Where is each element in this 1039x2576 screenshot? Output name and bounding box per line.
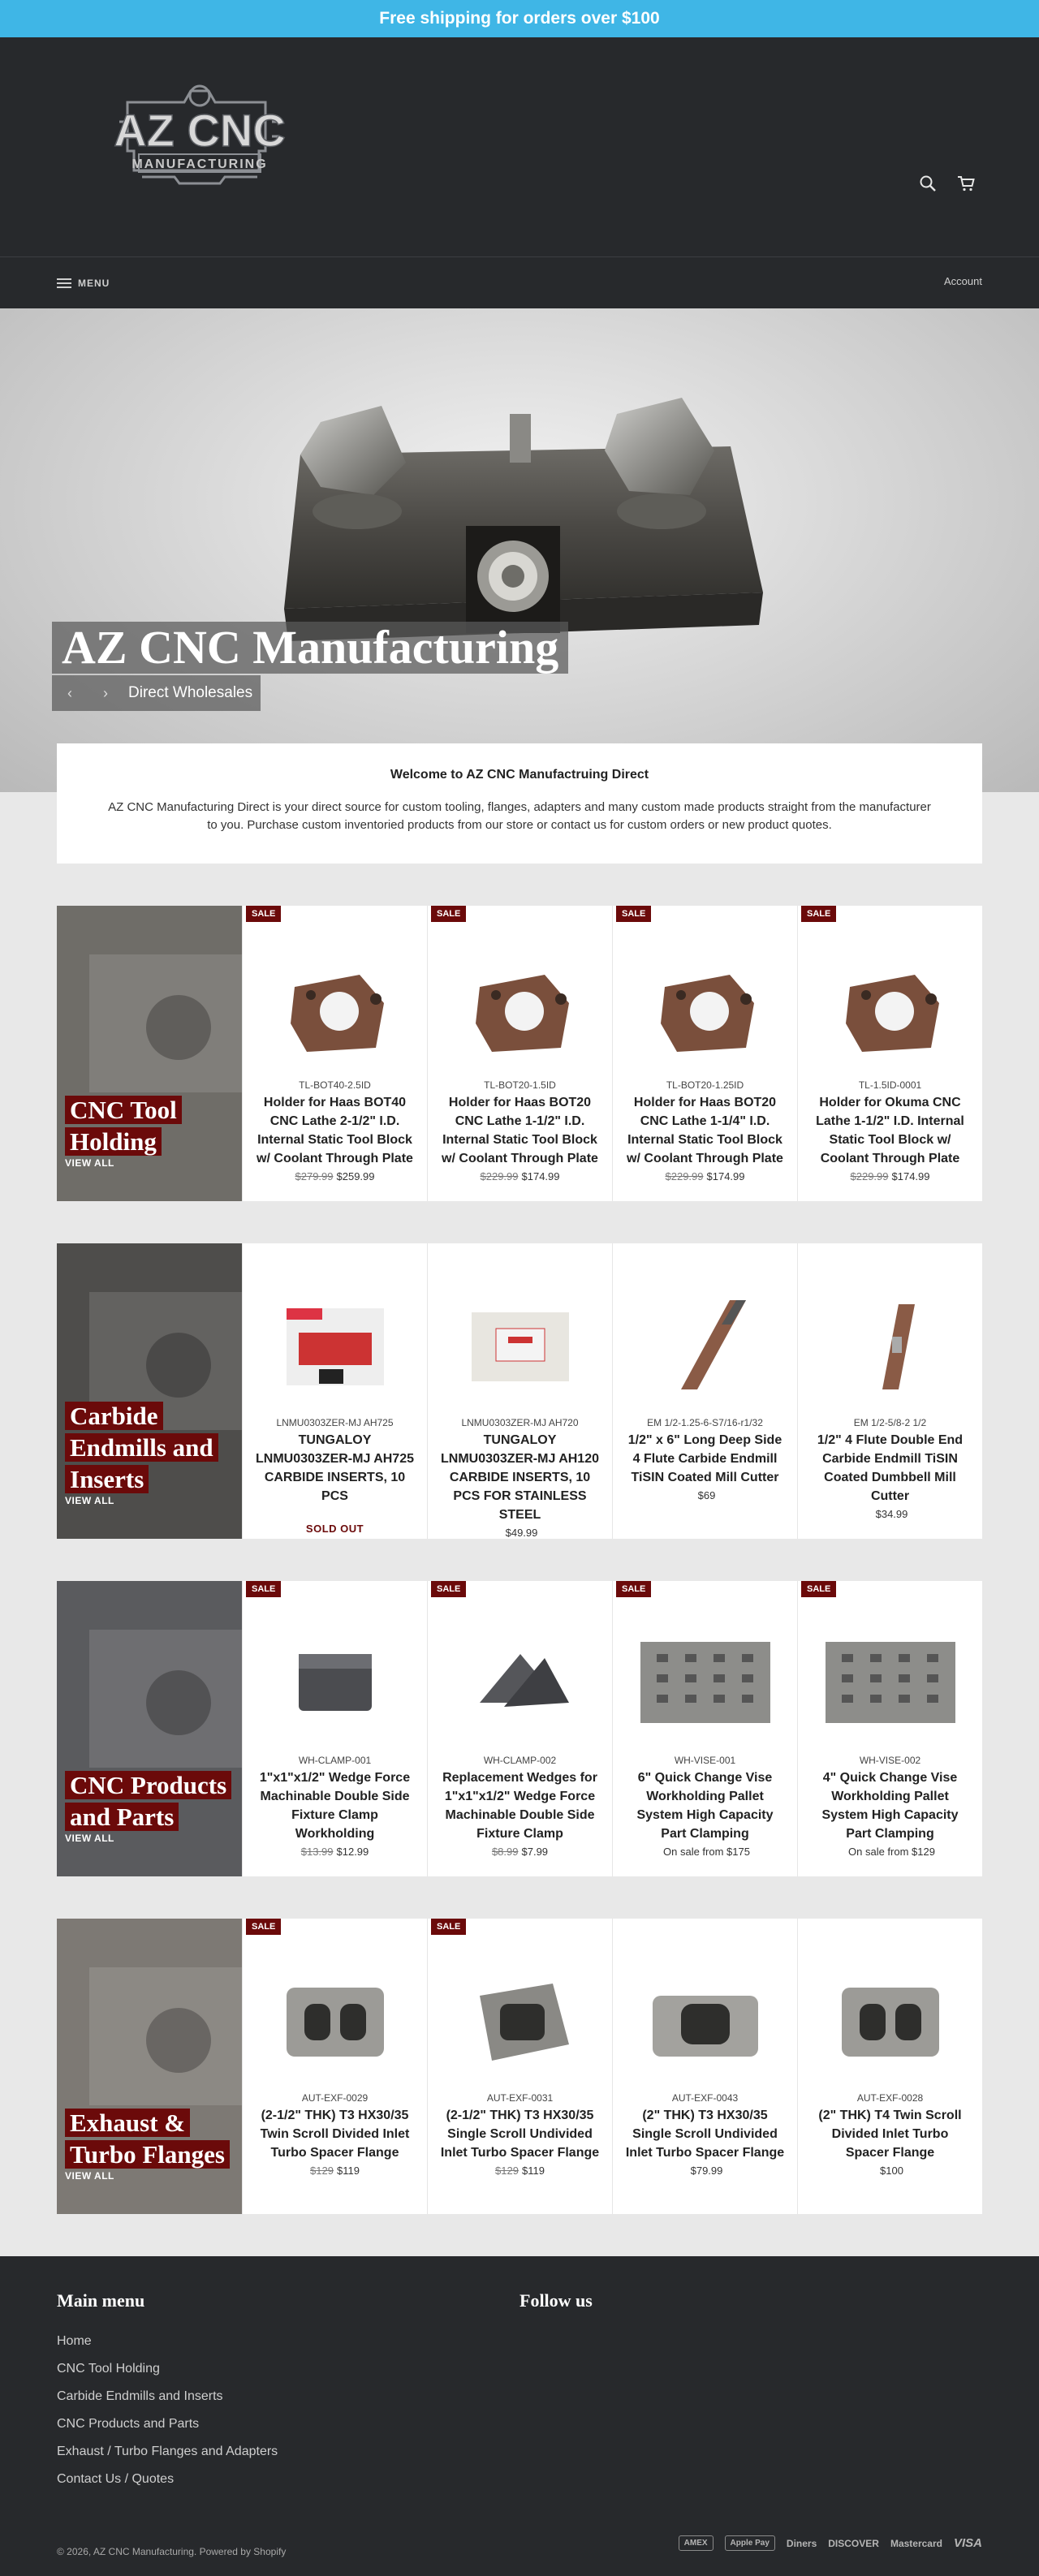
product-title: Replacement Wedges for 1"x1"x1/2" Wedge Force Machinable Double Side Fixture Clamp [442, 1771, 597, 1841]
product-card[interactable] [797, 1581, 982, 1876]
product-info [809, 1079, 971, 1185]
hero-slideshow [0, 308, 1039, 792]
sale-badge: SALE [616, 1581, 651, 1597]
product-sku: TL-BOT20-1.5ID [484, 1079, 556, 1091]
current-price: $174.99 [706, 1170, 745, 1182]
hero-subtitle: Direct Wholesales [123, 675, 261, 711]
sale-badge: SALE [246, 1919, 281, 1935]
product-image [817, 1967, 964, 2073]
nav-bar [0, 256, 1039, 308]
collection-title: CNC Tool Holding [65, 1094, 235, 1157]
product-image [262, 1630, 408, 1735]
footer-main-menu-title: Main menu [57, 2290, 145, 2311]
product-info [809, 1755, 971, 1860]
current-price: $69 [697, 1489, 716, 1501]
current-price: $79.99 [690, 2165, 723, 2177]
product-title: Holder for Haas BOT20 CNC Lathe 1-1/2" I.D. Internal Static Tool Block w/ Coolant Through Plate [442, 1096, 598, 1165]
product-card[interactable] [242, 1243, 427, 1539]
product-price [624, 1489, 786, 1501]
product-image [447, 1967, 593, 2073]
product-info [254, 1417, 416, 1535]
product-image [447, 1292, 593, 1398]
welcome-title: Welcome to AZ CNC Manufactruing Direct [390, 768, 649, 782]
view-all-link[interactable]: VIEW ALL [65, 1157, 114, 1169]
view-all-link[interactable]: VIEW ALL [65, 1833, 114, 1844]
search-icon[interactable] [918, 174, 938, 193]
product-info [439, 1417, 601, 1541]
current-price: On sale from $175 [663, 1846, 750, 1858]
product-sku: WH-VISE-001 [674, 1755, 736, 1766]
footer-link-home[interactable]: Home [57, 2334, 92, 2348]
product-image [262, 1967, 408, 2073]
product-image [632, 1630, 778, 1735]
product-title: TUNGALOY LNMU0303ZER-MJ AH120 CARBIDE INSERTS, 10 PCS FOR STAINLESS STEEL [440, 1433, 599, 1522]
collection-feature[interactable] [57, 1581, 242, 1876]
view-all-link[interactable]: VIEW ALL [65, 2170, 114, 2182]
product-image [632, 1967, 778, 2073]
product-title: (2-1/2" THK) T3 HX30/35 Twin Scroll Divided Inlet Turbo Spacer Flange [260, 2109, 410, 2160]
logo-graphic [110, 80, 290, 201]
product-sku: AUT-EXF-0031 [486, 2092, 554, 2104]
product-image [447, 954, 593, 1060]
product-image [817, 1630, 964, 1735]
collection-title: Carbide Endmills and Inserts [65, 1400, 235, 1495]
hero-image [0, 308, 1039, 792]
compare-price: $129 [310, 2165, 334, 2177]
welcome-body: AZ CNC Manufacturing Direct is your direct source for custom tooling, flanges, adapters and many custom made products straight from the manufacturer to you. Purchase custom inventoried products from our store or contact us for custom orders or new product quotes. [108, 800, 931, 832]
site-footer [0, 2256, 1039, 2576]
product-image [817, 1292, 964, 1398]
compare-price: $13.99 [300, 1846, 334, 1858]
collection-row [57, 1919, 982, 2214]
product-title: 1/2" x 6" Long Deep Side 4 Flute Carbide Endmill TiSIN Coated Mill Cutter [627, 1433, 782, 1484]
product-info [624, 2092, 786, 2179]
product-title: (2" THK) T3 HX30/35 Single Scroll Undivided Inlet Turbo Spacer Flange [625, 2109, 785, 2160]
product-title: (2-1/2" THK) T3 HX30/35 Single Scroll Undivided Inlet Turbo Spacer Flange [440, 2109, 600, 2160]
product-title: 4" Quick Change Vise Workholding Pallet System High Capacity Part Clamping [821, 1771, 959, 1841]
compare-price: $229.99 [850, 1170, 889, 1182]
product-card[interactable] [427, 1243, 612, 1539]
sold-out-label: SOLD OUT [305, 1523, 364, 1535]
apple-pay-icon: Apple Pay [725, 2535, 775, 2551]
compare-price: $279.99 [295, 1170, 334, 1182]
product-sku: WH-VISE-002 [859, 1755, 921, 1766]
menu-label: MENU [78, 278, 110, 289]
footer-link-cnc-products[interactable]: CNC Products and Parts [57, 2417, 200, 2431]
product-price [254, 1846, 416, 1858]
product-sku: TL-BOT40-2.5ID [299, 1079, 371, 1091]
product-price [439, 1527, 601, 1539]
product-card[interactable] [797, 1243, 982, 1539]
hero-next-button[interactable]: › [88, 675, 123, 711]
product-card[interactable] [612, 1243, 797, 1539]
product-card[interactable] [612, 906, 797, 1201]
product-card[interactable] [242, 906, 427, 1201]
payment-icons [679, 2535, 982, 2551]
product-info [624, 1417, 786, 1504]
product-info [439, 1755, 601, 1860]
product-price [254, 1170, 416, 1182]
diners-icon: Diners [786, 2537, 817, 2549]
product-card[interactable] [797, 906, 982, 1201]
collection-feature[interactable] [57, 1243, 242, 1539]
product-price [809, 1846, 971, 1858]
collection-title: Exhaust & Turbo Flanges [65, 2107, 235, 2170]
product-sku: EM 1/2-1.25-6-S7/16-r1/32 [647, 1417, 763, 1428]
discover-icon: DISCOVER [828, 2537, 879, 2549]
product-price [439, 1846, 601, 1858]
product-price [809, 2165, 971, 2177]
compare-price: $129 [495, 2165, 519, 2177]
sale-badge: SALE [801, 906, 836, 922]
product-card[interactable] [242, 1919, 427, 2214]
footer-link-cnc-tool-holding[interactable]: CNC Tool Holding [57, 2362, 160, 2376]
current-price: $12.99 [336, 1846, 369, 1858]
product-info [809, 2092, 971, 2179]
product-title: 6" Quick Change Vise Workholding Pallet System High Capacity Part Clamping [636, 1771, 774, 1841]
product-card[interactable] [242, 1581, 427, 1876]
product-sku: EM 1/2-5/8-2 1/2 [853, 1417, 927, 1428]
product-price [809, 1170, 971, 1182]
product-price [624, 2165, 786, 2177]
product-card[interactable] [427, 906, 612, 1201]
product-info [809, 1417, 971, 1523]
product-image [262, 954, 408, 1060]
sale-badge: SALE [431, 906, 466, 922]
footer-link-carbide-endmills[interactable]: Carbide Endmills and Inserts [57, 2389, 223, 2403]
sale-badge: SALE [801, 1581, 836, 1597]
product-info [254, 2092, 416, 2179]
product-image [632, 954, 778, 1060]
current-price: $49.99 [505, 1527, 538, 1539]
site-logo[interactable] [110, 80, 290, 201]
announcement-bar: Free shipping for orders over $100 [0, 0, 1039, 37]
sale-badge: SALE [431, 1919, 466, 1935]
product-info [439, 2092, 601, 2179]
current-price: On sale from $129 [848, 1846, 935, 1858]
footer-link-exhaust-flanges[interactable]: Exhaust / Turbo Flanges and Adapters [57, 2445, 278, 2458]
svg-text:MANUFACTURING: MANUFACTURING [131, 157, 268, 171]
product-price [624, 1170, 786, 1182]
copyright-text: © 2026, AZ CNC Manufacturing. Powered by Shopify [57, 2546, 287, 2557]
hero-controls [52, 675, 261, 711]
compare-price: $8.99 [491, 1846, 519, 1858]
product-title: (2" THK) T4 Twin Scroll Divided Inlet Turbo Spacer Flange [818, 2109, 962, 2160]
product-sku: TL-BOT20-1.25ID [666, 1079, 744, 1091]
sale-badge: SALE [431, 1581, 466, 1597]
site-header [0, 37, 1039, 256]
collection-feature[interactable] [57, 906, 242, 1201]
compare-price: $229.99 [665, 1170, 704, 1182]
product-sku: AUT-EXF-0029 [301, 2092, 369, 2104]
footer-menu [57, 2328, 278, 2493]
product-image [817, 954, 964, 1060]
sale-badge: SALE [246, 1581, 281, 1597]
product-price [809, 1508, 971, 1520]
amex-icon: AMEX [679, 2535, 714, 2551]
product-card[interactable] [797, 1919, 982, 2214]
product-info [624, 1079, 786, 1185]
product-sku: LNMU0303ZER-MJ AH720 [461, 1417, 579, 1428]
collection-row [57, 906, 982, 1201]
product-image [447, 1630, 593, 1735]
hamburger-icon [57, 278, 71, 288]
svg-text:AZ CNC: AZ CNC [114, 105, 286, 156]
product-info [254, 1755, 416, 1860]
product-card[interactable] [612, 1919, 797, 2214]
view-all-link[interactable]: VIEW ALL [65, 1495, 114, 1506]
mastercard-icon: Mastercard [890, 2537, 942, 2549]
collection-row [57, 1581, 982, 1876]
product-price [254, 2165, 416, 2177]
product-sku: WH-CLAMP-002 [483, 1755, 557, 1766]
account-link[interactable]: Account [944, 275, 982, 287]
product-title: Holder for Haas BOT40 CNC Lathe 2-1/2" I.D. Internal Static Tool Block w/ Coolant Through Plate [257, 1096, 413, 1165]
current-price: $119 [336, 2165, 360, 2177]
product-card[interactable] [427, 1581, 612, 1876]
product-sku: AUT-EXF-0043 [671, 2092, 739, 2104]
collection-feature[interactable] [57, 1919, 242, 2214]
product-info [624, 1755, 786, 1860]
compare-price: $229.99 [480, 1170, 519, 1182]
product-title: Holder for Haas BOT20 CNC Lathe 1-1/4" I.D. Internal Static Tool Block w/ Coolant Through Plate [627, 1096, 783, 1165]
product-card[interactable] [612, 1581, 797, 1876]
product-title: Holder for Okuma CNC Lathe 1-1/2" I.D. Internal Static Tool Block w/ Coolant Through Plate [816, 1096, 964, 1165]
product-info [439, 1079, 601, 1185]
sale-badge: SALE [246, 906, 281, 922]
product-image [262, 1292, 408, 1398]
current-price: $7.99 [521, 1846, 549, 1858]
product-title: 1/2" 4 Flute Double End Carbide Endmill TiSIN Coated Dumbbell Mill Cutter [817, 1433, 964, 1503]
collection-title: CNC Products and Parts [65, 1769, 235, 1833]
menu-button[interactable] [57, 275, 110, 291]
product-sku: TL-1.5ID-0001 [858, 1079, 922, 1091]
product-title: TUNGALOY LNMU0303ZER-MJ AH725 CARBIDE INSERTS, 10 PCS [255, 1433, 414, 1503]
hero-title: AZ CNC Manufacturing [52, 622, 568, 674]
footer-link-contact[interactable]: Contact Us / Quotes [57, 2472, 175, 2486]
hero-prev-button[interactable]: ‹ [52, 675, 88, 711]
visa-icon: VISA [953, 2536, 982, 2550]
cart-icon[interactable] [956, 174, 976, 193]
product-card[interactable] [427, 1919, 612, 2214]
product-sku: AUT-EXF-0028 [856, 2092, 924, 2104]
current-price: $100 [880, 2165, 903, 2177]
product-price [254, 1508, 416, 1520]
footer-follow-title: Follow us [520, 2290, 593, 2311]
product-sku: LNMU0303ZER-MJ AH725 [276, 1417, 394, 1428]
current-price: $174.99 [891, 1170, 930, 1182]
product-price [439, 2165, 601, 2177]
product-info [254, 1079, 416, 1185]
product-sku: WH-CLAMP-001 [298, 1755, 372, 1766]
product-price [439, 1170, 601, 1182]
current-price: $259.99 [336, 1170, 375, 1182]
collection-row [57, 1243, 982, 1539]
welcome-section [57, 743, 982, 864]
current-price: $174.99 [521, 1170, 560, 1182]
product-title: 1"x1"x1/2" Wedge Force Machinable Double Side Fixture Clamp Workholding [259, 1771, 411, 1841]
current-price: $119 [521, 2165, 545, 2177]
product-image [632, 1292, 778, 1398]
product-price [624, 1846, 786, 1858]
sale-badge: SALE [616, 906, 651, 922]
current-price: $34.99 [875, 1508, 908, 1520]
